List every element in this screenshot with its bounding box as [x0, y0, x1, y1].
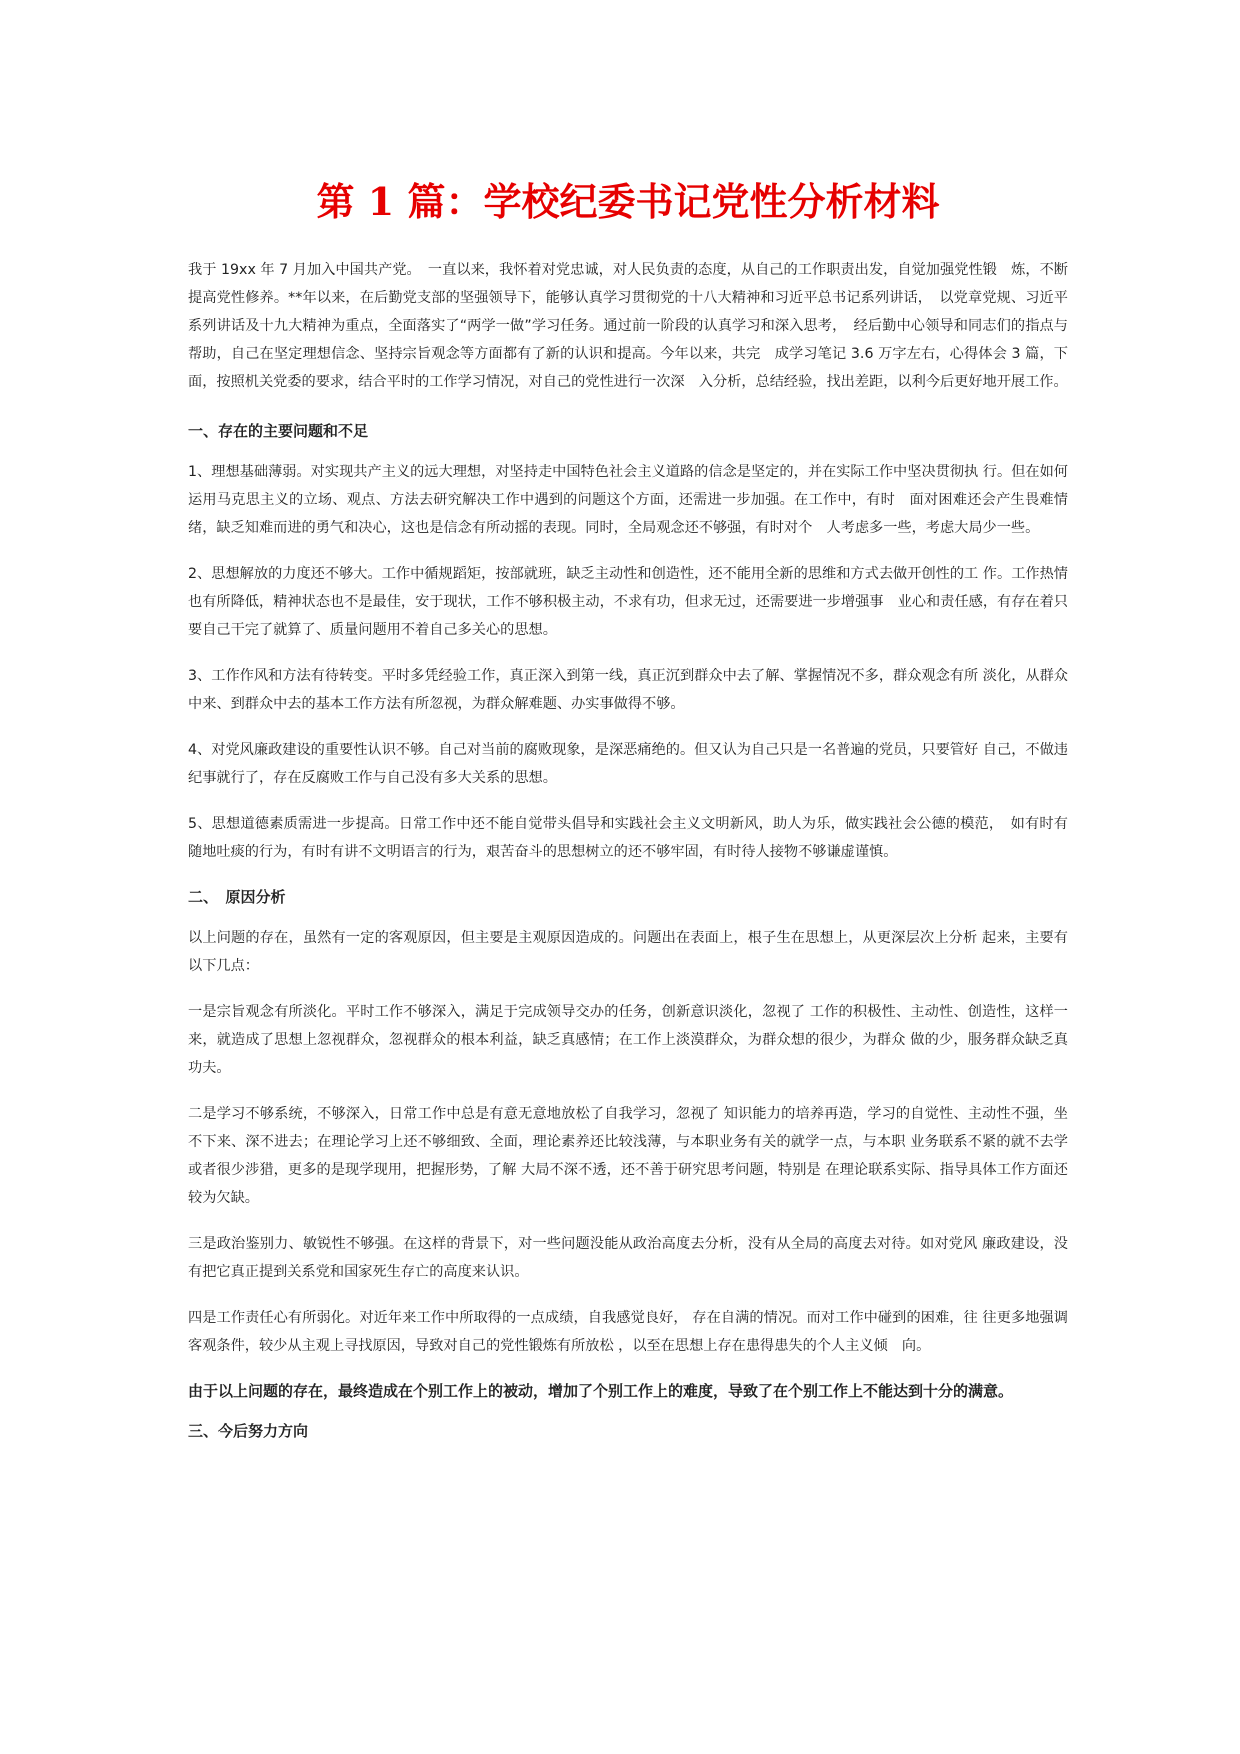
cause-item: 四是工作责任心有所弱化。对近年来工作中所取得的一点成绩，自我感觉良好， 存在自满的情况。而对工作中碰到的困难，往 往更多地强调客观条件，较少从主观上寻找原因，导致对自己的党性锻炼有所放松 ，以至在思想上存在患得患失的个人主义倾 向。	[188, 1310, 1068, 1354]
document-page	[188, 178, 1068, 1458]
problem-item: 2、思想解放的力度还不够大。工作中循规蹈矩，按部就班，缺乏主动性和创造性，还不能用全新的思维和方式去做开创性的工 作。工作热情也有所降低，精神状态也不是最佳，安于现状，工作不够积极主动，不求有功，但求无过，还需要进一步增强事 业心和责任感，有存在着只要自己干完了就算了、质量问题用不着自己多关心的思想。	[188, 566, 1068, 638]
problem-item: 3、工作作风和方法有待转变。平时多凭经验工作，真正深入到第一线，真正沉到群众中去了解、掌握情况不多，群众观念有所 淡化，从群众中来、到群众中去的基本工作方法有所忽视，为群众解难题、办实事做得不够。	[188, 668, 1068, 712]
section-heading-problems: 一、存在的主要问题和不足	[188, 422, 369, 440]
cause-item: 二是学习不够系统，不够深入，日常工作中总是有意无意地放松了自我学习，忽视了 知识能力的培养再造，学习的自觉性、主动性不强，坐不下来、深不进去；在理论学习上还不够细致、全面，理论素养还比较浅薄，与本职业务有关的就学一点，与本职 业务联系不紧的就不去学或者很少涉猎，更多的是现学现用，把握形势，了解 大局不深不透，还不善于研究思考问题，特别是 在理论联系实际、指导具体工作方面还较为欠缺。	[188, 1106, 1068, 1206]
conclusion-paragraph: 由于以上问题的存在，最终造成在个别工作上的被动，增加了个别工作上的难度，导致了在个别工作上不能达到十分的满意。	[188, 1382, 1014, 1400]
intro-paragraph: 我于 19xx 年 7 月加入中国共产党。 一直以来，我怀着对党忠诚，对人民负责的态度，从自己的工作职责出发，自觉加强党性锻 炼，不断提高党性修养。**年以来，在后勤党支部的坚强领导下，能够认真学习贯彻党的十八大精神和习近平总书记系列讲话， 以党章党规、习近平系列讲话及十九大精神为重点，全面落实了“两学一做”学习任务。通过前一阶段的认真学习和深入思考， 经后勤中心领导和同志们的指点与帮助，自己在坚定理想信念、坚持宗旨观念等方面都有了新的认识和提高。今年以来，共完 成学习笔记 3.6 万字左右，心得体会 3 篇，下面，按照机关党委的要求，结合平时的工作学习情况，对自己的党性进行一次深 入分析，总结经验，找出差距，以利今后更好地开展工作。	[188, 262, 1068, 390]
cause-item: 以上问题的存在，虽然有一定的客观原因，但主要是主观原因造成的。问题出在表面上，根子生在思想上，从更深层次上分析 起来，主要有以下几点：	[188, 930, 1068, 974]
problem-item: 5、思想道德素质需进一步提高。日常工作中还不能自觉带头倡导和实践社会主义文明新风，助人为乐，做实践社会公德的模范， 如有时有随地吐痰的行为，有时有讲不文明语言的行为，艰苦奋斗的思想树立的还不够牢固，有时待人接物不够谦虚谨慎。	[188, 816, 1068, 860]
problem-item: 4、对党风廉政建设的重要性认识不够。自己对当前的腐败现象，是深恶痛绝的。但又认为自己只是一名普遍的党员，只要管好 自己，不做违纪事就行了，存在反腐败工作与自己没有多大关系的思想。	[188, 742, 1068, 786]
document-title: 第 1 篇：学校纪委书记党性分析材料	[316, 179, 940, 224]
cause-item: 一是宗旨观念有所淡化。平时工作不够深入，满足于完成领导交办的任务，创新意识淡化，忽视了 工作的积极性、主动性、创造性，这样一来，就造成了思想上忽视群众，忽视群众的根本利益，缺乏真感情；在工作上淡漠群众，为群众想的很少，为群众 做的少，服务群众缺乏真功夫。	[188, 1004, 1068, 1076]
section-heading-direction: 三、今后努力方向	[188, 1422, 309, 1440]
cause-item: 三是政治鉴别力、敏锐性不够强。在这样的背景下，对一些问题没能从政治高度去分析，没有从全局的高度去对待。如对党风 廉政建设，没有把它真正提到关系党和国家死生存亡的高度来认识。	[188, 1236, 1068, 1280]
problem-item: 1、理想基础薄弱。对实现共产主义的远大理想，对坚持走中国特色社会主义道路的信念是坚定的，并在实际工作中坚决贯彻执 行。但在如何运用马克思主义的立场、观点、方法去研究解决工作中遇到的问题这个方面，还需进一步加强。在工作中，有时 面对困难还会产生畏难情绪，缺乏知难而进的勇气和决心，这也是信念有所动摇的表现。同时，全局观念还不够强，有时对个 人考虑多一些，考虑大局少一些。	[188, 464, 1068, 536]
section-heading-causes: 二、 原因分析	[188, 888, 286, 906]
